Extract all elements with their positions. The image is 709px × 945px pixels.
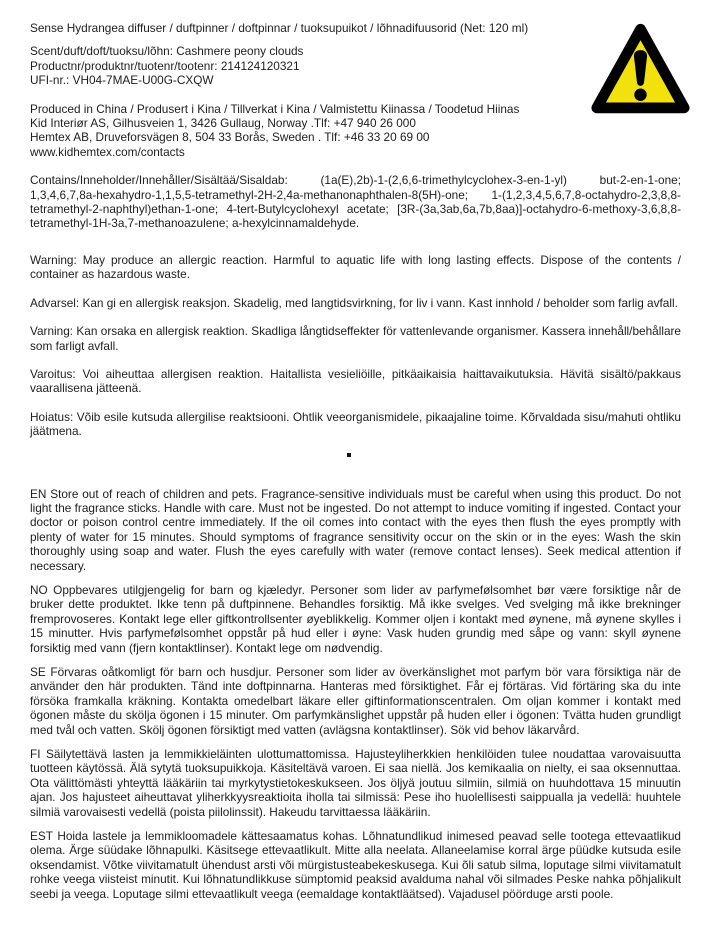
hazard-statement-est: Hoiatus: Võib esile kutsuda allergilise reaktsiooni. Ohtlik veeorganismidele, pikaajaline toime. Kõrvaldada sisu/mahuti ohtliku jäätmena. [30, 409, 681, 439]
hazard-statement-fi: Varoitus: Voi aiheuttaa allergisen reaktion. Haitallista vesieliöille, pitkäaikaisia haittavaikutuksia. Hävitä sisältö/pakkaus vaarallisena jätteenä. [30, 366, 681, 396]
product-info-block [30, 44, 681, 87]
scent-line: Scent/duft/doft/tuoksu/lõhn: Cashmere peony clouds [30, 44, 304, 59]
contact-website: www.kidhemtex.com/contacts [30, 144, 185, 159]
ingredients-paragraph: Contains/Inneholder/Innehåller/Sisältää/Sisaldab: (1a(E),2b)-1-(2,6,6-trimethylcyclohex-3-en-1-yl) but-2-en-1-one; 1,3,4,6,7,8a-hexahydro-1,1,5,5-tetramethyl-2H-2,4a-methanonaphthalen-8(5H)-one; 1-(1,2,3,4,5,6,7,8-octahydro-2,3,8,8-tetramethyl-2-naphthyl)ethan-1-one; 4-tert-Butylcyclohexyl acetate; [3R-(3a,3ab,6a,7b,8aa)]-octahydro-6-methoxy-3,6,8,8-tetramethyl-1H-3a,7-methanoazulene; a-hexylcinnamaldehyde. [30, 173, 681, 231]
separator-dot-icon [30, 453, 681, 457]
producer-info-block [30, 102, 681, 160]
ufi-number-line: UFI-nr.: VH04-7MAE-U00G-CXQW [30, 73, 214, 88]
product-number-line: Productnr/produktnr/tuotenr/tootenr: 214124120321 [30, 58, 300, 73]
safety-instructions-fi: FI Säilytettävä lasten ja lemmikkieläinten ulottumattomissa. Hajusteyliherkkien henkilöiden tulee noudattaa varovaisuutta tuotteen käytössä. Älä sytytä tuoksupuikkoja. Käsiteltävä varoen. Ei saa niellä. Jos kemikaalia on nielty, ei saa oksennuttaa. Ota välittömästi yhteyttä lääkäriin tai myrkytystietokeskukseen. Jos öljyä joutuu silmiin, silmiä on huuhdottava 15 minuutin ajan. Jos hajusteet aiheuttavat yliherkkyysreaktioita iholla tai silmissä: Pese iho huolellisesti saippualla ja vedellä: huuhtele silmiä varovaisesti vedellä (poista piilolinssit). Hakeudu tarvittaessa lääkäriin. [30, 747, 681, 819]
safety-instructions-en: EN Store out of reach of children and pets. Fragrance-sensitive individuals must be careful when using this product. Do not light the fragrance sticks. Handle with care. Must not be ingested. Do not attempt to induce vomiting if ingested. Contact your doctor or poison control centre immediately. If the oil comes into contact with the eyes then flush the eyes promptly with plenty of water for 15 minutes. Should symptoms of fragrance sensitivity occur on the skin or in the eyes: Wash the skin thoroughly using soap and water. Flush the eyes carefully with water (remove contact lenses). Seek medical attention if necessary. [30, 486, 681, 573]
hazard-statement-en: Warning: May produce an allergic reaction. Harmful to aquatic life with long lasting effects. Dispose of the contents / container as hazardous waste. [30, 252, 681, 282]
product-title: Sense Hydrangea diffuser / duftpinner / doftpinnar / tuoksupuikot / lõhnadifuusorid (Net: 120 ml) [30, 21, 529, 35]
produced-in-line: Produced in China / Produsert i Kina / Tillverkat i Kina / Valmistettu Kiinassa / Toodetud Hiinas [30, 101, 520, 116]
safety-instructions-est: EST Hoida lastele ja lemmikloomadele kättesaamatus kohas. Lõhnatundlikud inimesed peavad selle tootega ettevaatlikud olema. Ärge süüdake lõhnapulki. Käsitsege ettevaatlikult. Mitte alla neelata. Allaneelamise korral ärge püüdke kutsuda esile oksendamist. Võtke viivitamatult ühendust arsti või mürgistusteabekeskusega. Kui õli satub silma, loputage silmi viivitamatult rohke veega viisteist minutit. Kui lõhnatundlikkuse sümptomid peaksid avalduma nahal või silmades Peske nahka põhjalikult seebi ja veega. Loputage silmi ettevaatlikult veega (eemaldage kontaktläätsed). Vajadusel pöörduge arsti poole. [30, 829, 681, 901]
warning-triangle-icon [590, 21, 691, 117]
safety-instructions-se: SE Förvaras oåtkomligt för barn och husdjur. Personer som lider av överkänslighet mot parfym bör vara försiktiga när de använder den här produkten. Tänd inte doftpinnarna. Hanteras med försiktighet. Får ej förtäras. Vid förtäring ska du inte försöka framkalla kräkning. Kontakta omedelbart läkare eller giftinformationscentralen. Om oljan kommer i kontakt med ögonen måste du skölja ögonen i 15 minuter. Om parfymkänslighet uppstår på huden eller i ögonen: Tvätta huden grundligt med tvål och vatten. Skölj ögonen försiktigt med vatten (avlägsna kontaktlinser). Sök vid behov läkarvård. [30, 665, 681, 737]
producer-address-norway: Kid Interiør AS, Gilhusveien 1, 3426 Gullaug, Norway .Tlf: +47 940 26 000 [30, 116, 416, 131]
hazard-statement-se: Varning: Kan orsaka en allergisk reaktion. Skadliga långtidseffekter för vattenlevande organismer. Kassera innehåll/behållare som farligt avfall. [30, 324, 681, 353]
hazard-statement-no: Advarsel: Kan gi en allergisk reaksjon. Skadelig, med langtidsvirkning, for liv i vann. Kast innhold / beholder som farlig avfall. [30, 295, 678, 310]
producer-address-sweden: Hemtex AB, Druveforsvägen 8, 504 33 Borås, Sweden . Tlf: +46 33 20 69 00 [30, 130, 430, 145]
safety-instructions-no: NO Oppbevares utilgjengelig for barn og kjæledyr. Personer som lider av parfymefølsomhet bør være forsiktige når de bruker dette produktet. Ikke tenn på duftpinnene. Behandles forsiktig. Må ikke svelges. Ved svelging må ikke brekninger fremprovoseres. Kontakt lege eller giftkontrollsenter øyeblikkelig. Kommer oljen i kontakt med øynene, må øynene skylles i 15 minutter. Hvis parfymefølsomhet oppstår på hud eller i øyne: Vask huden grundig med såpe og vann: skyll øynene forsiktig med vann (fjern kontaktlinser). Kontakt lege om nødvendig. [30, 582, 681, 655]
